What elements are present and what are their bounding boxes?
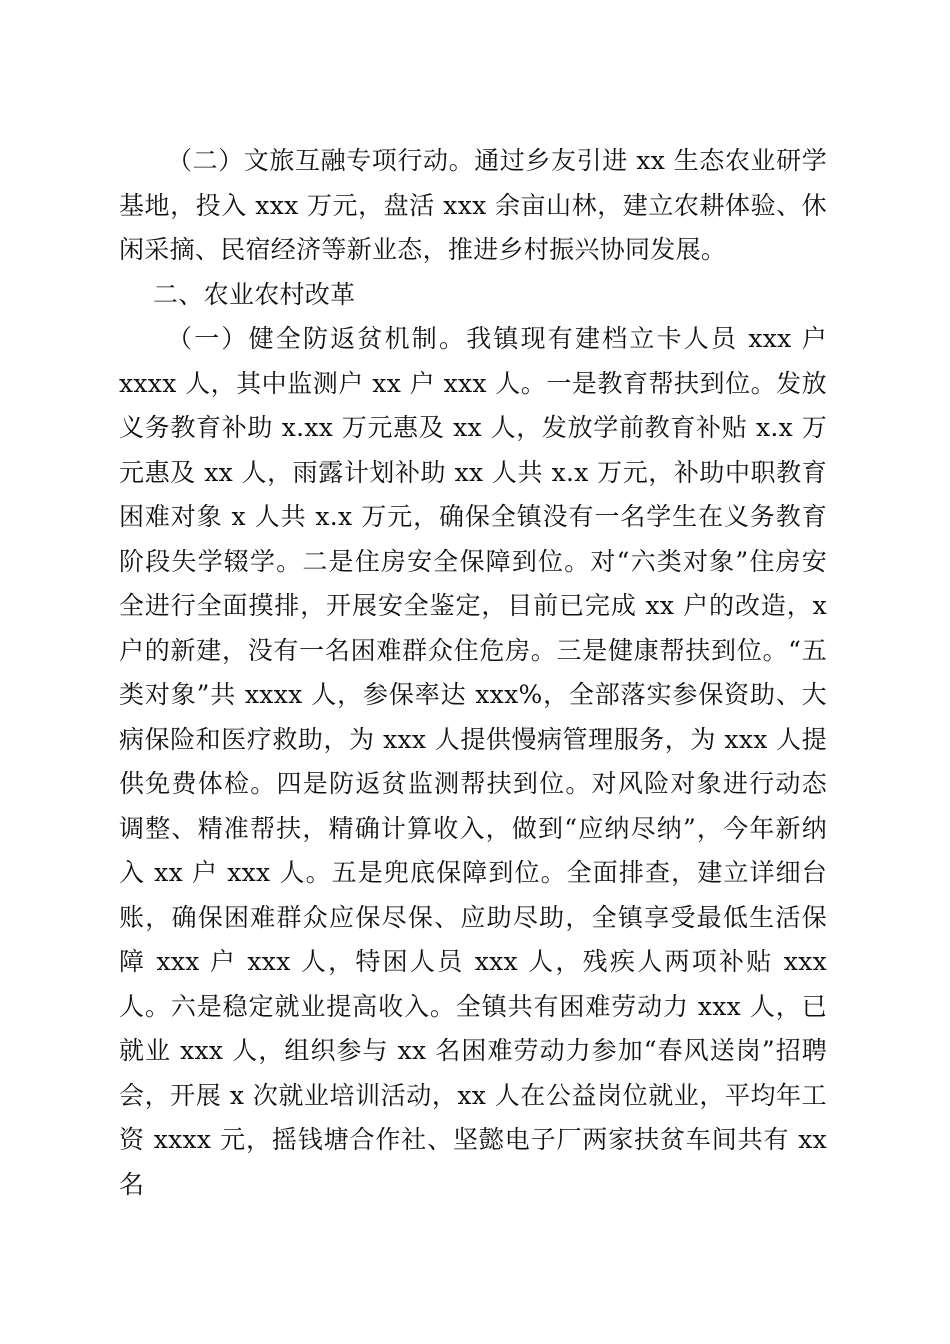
paragraph-cultural-tourism-action: （二）文旅互融专项行动。通过乡友引进 xx 生态农业研学基地，投入 xxx 万元，盘活 xxx 余亩山林，建立农耕体验、休闲采摘、民宿经济等新业态，推进乡村振兴协同发展。 <box>119 146 827 264</box>
document-body <box>119 139 827 1207</box>
section-heading-agricultural-reform: 二、农业农村改革 <box>153 279 356 309</box>
paragraph-anti-poverty-mechanism: （一）健全防返贫机制。我镇现有建档立卡人员 xxx 户 xxxx 人，其中监测户 xx 户 xxx 人。一是教育帮扶到位。发放义务教育补助 x.xx 万元惠及 xx 人，发放学前教育补贴 x.x 万元惠及 xx 人，雨露计划补助 xx 人共 x.x 万元，补助中职教育困难对象 x 人共 x.x 万元，确保全镇没有一名学生在义务教育阶段失学辍学。二是住房安全保障到位。对“六类对象”住房安全进行全面摸排，开展安全鉴定，目前已完成 xx 户的改造，x 户的新建，没有一名困难群众住危房。三是健康帮扶到位。“五类对象”共 xxxx 人，参保率达 xxx%，全部落实参保资助、大病保险和医疗救助，为 xxx 人提供慢病管理服务，为 xxx 人提供免费体检。四是防返贫监测帮扶到位。对风险对象进行动态调整、精准帮扶，精确计算收入，做到“应纳尽纳”，今年新纳入 xx 户 xxx 人。五是兜底保障到位。全面排查，建立详细台账，确保困难群众应保尽保、应助尽助，全镇享受最低生活保障 xxx 户 xxx 人，特困人员 xxx 人，残疾人两项补贴 xxx 人。六是稳定就业提高收入。全镇共有困难劳动力 xxx 人，已就业 xxx 人，组织参与 xx 名困难劳动力参加“春风送岗”招聘会，开展 x 次就业培训活动，xx 人在公益岗位就业，平均年工资 xxxx 元，摇钱塘合作社、坚懿电子厂两家扶贫车间共有 xx 名 <box>119 324 827 1199</box>
